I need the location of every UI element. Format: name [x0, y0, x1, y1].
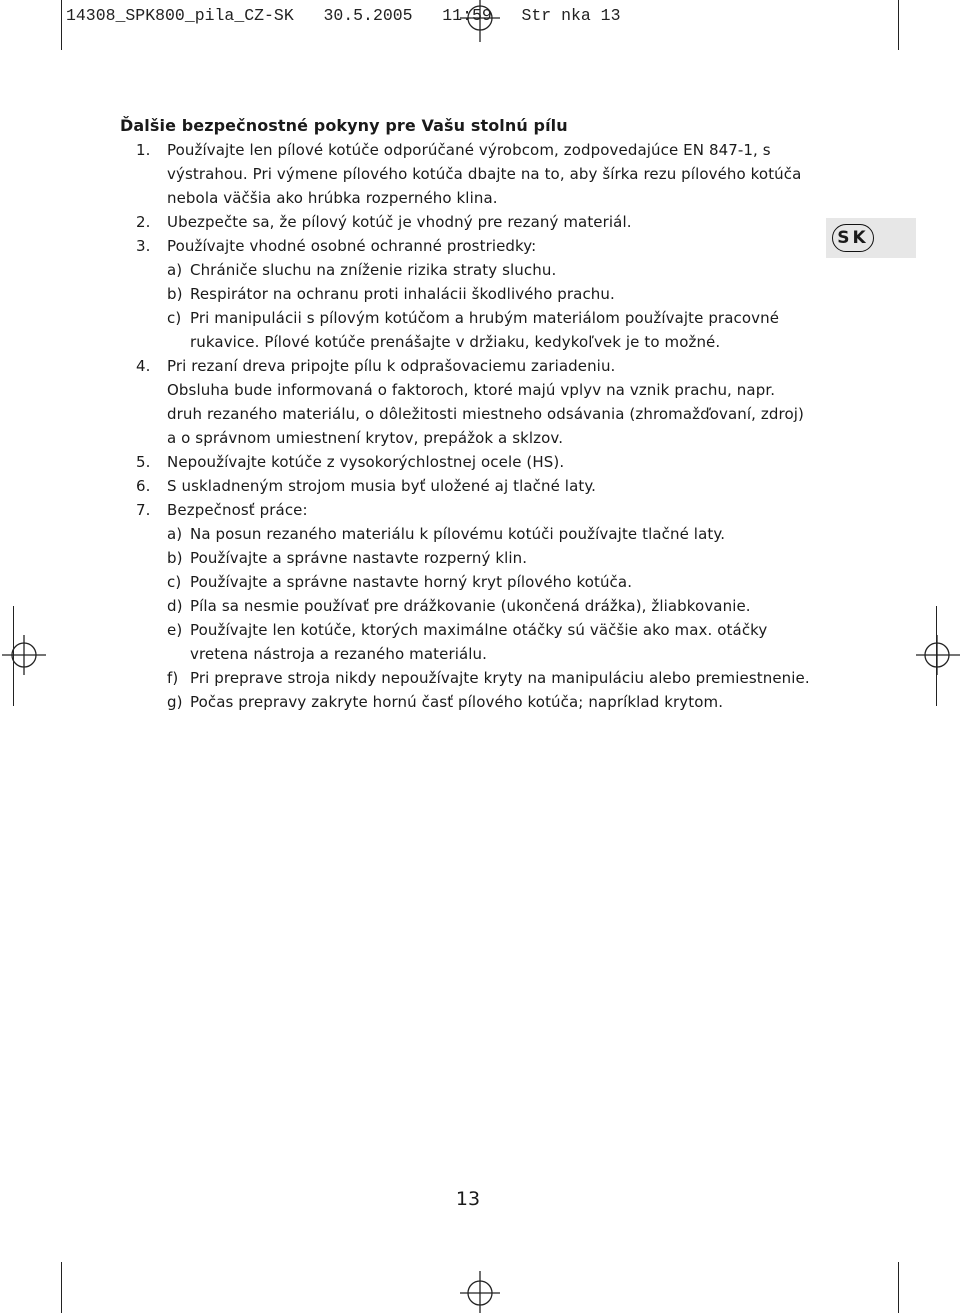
- sub-item-letter: b): [167, 549, 183, 567]
- sub-item: [120, 690, 820, 714]
- item-number: [120, 162, 167, 186]
- list-item: [120, 474, 820, 498]
- item-text: Bezpečnosť práce:: [167, 501, 308, 519]
- list-item: [120, 426, 820, 450]
- item-number: 2.: [136, 213, 151, 231]
- sub-item-text: Píla sa nesmie používať pre drážkovanie (ukončená drážka), žliabkovanie.: [190, 597, 751, 615]
- item-text: Pri rezaní dreva pripojte pílu k odprašovaciemu zariadeniu.: [167, 357, 616, 375]
- item-text: Ubezpečte sa, že pílový kotúč je vhodný pre rezaný materiál.: [167, 213, 632, 231]
- sub-item-text: rukavice. Pílové kotúče prenášajte v držiaku, kedykoľvek je to možné.: [190, 333, 721, 351]
- item-number: 3.: [136, 237, 151, 255]
- item-number: 6.: [136, 477, 151, 495]
- item-text: S uskladneným strojom musia byť uložené aj tlačné laty.: [167, 477, 597, 495]
- list-item: [120, 162, 820, 186]
- list-item: [120, 186, 820, 210]
- sub-item-text: Pri manipulácii s pílovým kotúčom a hrubým materiálom používajte pracovné: [190, 309, 780, 327]
- sub-item: [120, 618, 820, 642]
- item-number: [120, 426, 167, 450]
- sub-item-letter: a): [167, 261, 183, 279]
- sub-item-text: vretena nástroja a rezaného materiálu.: [190, 645, 488, 663]
- sub-item-text: Na posun rezaného materiálu k pílovému kotúči používajte tlačné laty.: [190, 525, 726, 543]
- list-item: [120, 402, 820, 426]
- item-text: a o správnom umiestnení krytov, prepážok a sklzov.: [167, 429, 564, 447]
- registration-mark-icon: [455, 0, 505, 50]
- item-text: Používajte len pílové kotúče odporúčané výrobcom, zodpovedajúce EN 847-1, s: [167, 141, 771, 159]
- item-number: 7.: [136, 501, 151, 519]
- sub-item: [120, 546, 820, 570]
- item-number: 5.: [136, 453, 151, 471]
- sub-item-letter: b): [167, 285, 183, 303]
- crop-mark: [898, 0, 899, 50]
- crop-mark: [898, 1262, 899, 1313]
- page-title: Ďalšie bezpečnostné pokyny pre Vašu stolnú pílu: [120, 116, 568, 135]
- sub-item: [120, 522, 820, 546]
- crop-mark: [61, 0, 62, 50]
- sub-item-text: Používajte a správne nastavte horný kryt pílového kotúča.: [190, 573, 633, 591]
- list-item: [120, 234, 820, 258]
- sub-item-letter: e): [167, 621, 183, 639]
- instruction-list: [120, 138, 820, 714]
- sub-item-text: Chrániče sluchu na zníženie rizika straty sluchu.: [190, 261, 557, 279]
- sub-item-letter: c): [167, 309, 182, 327]
- list-item: [120, 498, 820, 522]
- sub-item-letter: d): [167, 597, 183, 615]
- sub-item-text: Respirátor na ochranu proti inhalácii škodlivého prachu.: [190, 285, 615, 303]
- registration-mark-icon: [455, 1263, 505, 1313]
- sub-item-letter: [167, 642, 190, 666]
- list-item: [120, 210, 820, 234]
- item-number: [120, 402, 167, 426]
- list-item: [120, 450, 820, 474]
- item-text: nebola väčšia ako hrúbka rozperného klina.: [167, 189, 498, 207]
- sub-item-letter: g): [167, 693, 183, 711]
- item-text: Používajte vhodné osobné ochranné prostriedky:: [167, 237, 537, 255]
- sub-item: [120, 258, 820, 282]
- registration-mark-icon: [0, 630, 50, 680]
- item-number: 1.: [136, 141, 151, 159]
- sub-item: [120, 642, 820, 666]
- language-tab: [826, 218, 916, 258]
- sub-item: [120, 594, 820, 618]
- registration-mark-icon: [912, 630, 960, 680]
- list-item: [120, 138, 820, 162]
- sub-item: [120, 306, 820, 330]
- sub-item: [120, 330, 820, 354]
- sub-item: [120, 282, 820, 306]
- sub-item-letter: f): [167, 669, 179, 687]
- sub-item-letter: a): [167, 525, 183, 543]
- list-item: [120, 378, 820, 402]
- sub-item: [120, 666, 820, 690]
- sub-item-text: Pri preprave stroja nikdy nepoužívajte kryty na manipuláciu alebo premiestnenie.: [190, 669, 810, 687]
- language-code: SK: [832, 224, 874, 252]
- item-text: druh rezaného materiálu, o dôležitosti miestneho odsávania (zhromažďovaní, zdroj): [167, 405, 804, 423]
- sub-item-text: Používajte a správne nastavte rozperný klin.: [190, 549, 528, 567]
- item-number: 4.: [136, 357, 151, 375]
- list-item: [120, 354, 820, 378]
- sub-item-letter: [167, 330, 190, 354]
- print-slug: 14308_SPK800_pila_CZ-SK 30.5.2005 11:59 Str nka 13: [66, 6, 621, 25]
- sub-item-text: Používajte len kotúče, ktorých maximálne otáčky sú väčšie ako max. otáčky: [190, 621, 768, 639]
- sub-item-text: Počas prepravy zakryte hornú časť pílového kotúča; napríklad krytom.: [190, 693, 724, 711]
- item-text: výstrahou. Pri výmene pílového kotúča dbajte na to, aby šírka rezu pílového kotúča: [167, 165, 802, 183]
- sub-item: [120, 570, 820, 594]
- page-number: 13: [455, 1188, 481, 1210]
- instructions-body: [120, 114, 820, 714]
- item-number: [120, 186, 167, 210]
- sub-item-letter: c): [167, 573, 182, 591]
- crop-mark: [61, 1262, 62, 1313]
- item-text: Nepoužívajte kotúče z vysokorýchlostnej ocele (HS).: [167, 453, 565, 471]
- item-number: [120, 378, 167, 402]
- item-text: Obsluha bude informovaná o faktoroch, ktoré majú vplyv na vznik prachu, napr.: [167, 381, 776, 399]
